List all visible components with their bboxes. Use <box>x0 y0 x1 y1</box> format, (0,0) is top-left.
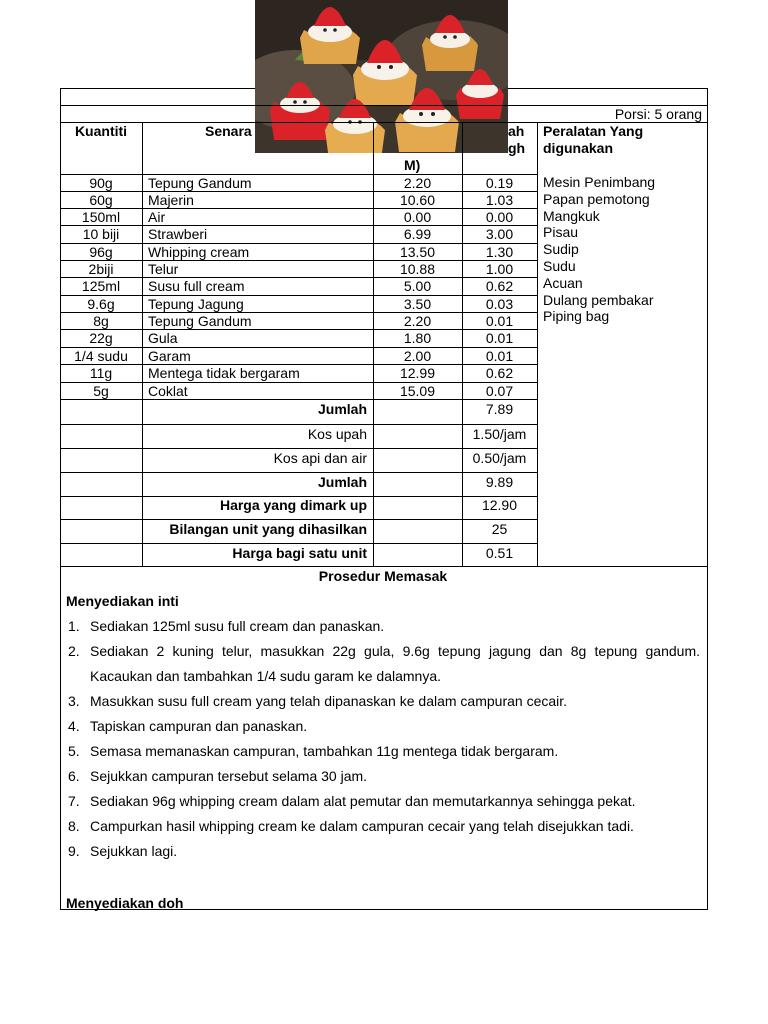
ingredient-qty: 150ml <box>81 209 121 225</box>
step-number: 1. <box>68 618 80 634</box>
step-text: Masukkan susu full cream yang telah dipanaskan ke dalam campuran cecair. <box>90 693 568 709</box>
ingredient-qty: 125ml <box>81 278 121 294</box>
ingredient-qty: 8g <box>93 313 109 329</box>
ingredient-name: Mentega tidak bergaram <box>148 365 300 381</box>
summary-label: Harga bagi satu unit <box>232 545 367 561</box>
equipment-item: Acuan <box>543 274 583 291</box>
summary-label: Kos upah <box>307 426 367 442</box>
ingredient-cost: 0.01 <box>485 313 514 329</box>
ingredient-cost: 0.62 <box>485 365 514 381</box>
equipment-item: Mangkuk <box>543 207 600 224</box>
ingredient-cost: 0.62 <box>485 278 514 294</box>
equipment-item: Papan pemotong <box>543 190 650 207</box>
section-prepare-dough: Menyediakan doh <box>66 895 184 911</box>
ingredient-cost: 3.00 <box>485 226 514 242</box>
summary-label: Kos api dan air <box>273 450 367 466</box>
ingredient-name: Tepung Jagung <box>148 296 244 312</box>
ingredient-name: Tepung Gandum <box>148 313 252 329</box>
ingredient-cost: 0.03 <box>485 296 514 312</box>
ingredient-price: 10.88 <box>399 261 436 277</box>
summary-value: 1.50/jam <box>472 426 527 442</box>
step-text: Sediakan 125ml susu full cream dan panaskan. <box>90 618 385 634</box>
ingredient-price: 1.80 <box>403 330 432 346</box>
equipment-item: Piping bag <box>543 308 610 325</box>
ingredient-qty: 5g <box>93 383 109 399</box>
strawberry-santa-puffs-image <box>255 0 508 153</box>
ingredient-cost: 0.19 <box>485 175 514 191</box>
dessert-photo <box>255 0 508 153</box>
equipment-item: Sudip <box>543 241 579 258</box>
ingredient-cost: 1.03 <box>485 192 514 208</box>
step-text: Sediakan 2 kuning telur, masukkan 22g gula, 9.6g tepung jagung dan 8g tepung gandum. Kacaukan dan tambahkan 1/4 sudu garam ke dalamnya. <box>90 643 700 684</box>
summary-label: Bilangan unit yang dihasilkan <box>169 521 367 537</box>
step-text: Sejukkan campuran tersebut selama 30 jam. <box>90 768 368 784</box>
ingredient-qty: 2biji <box>88 261 114 277</box>
ingredient-qty: 22g <box>89 330 113 346</box>
ingredient-name: Garam <box>148 348 191 364</box>
equipment-item: Mesin Penimbang <box>543 174 656 190</box>
header-equipment: Peralatan Yang digunakan <box>543 123 644 156</box>
procedure-step <box>68 714 700 739</box>
ingredient-cost: 0.00 <box>485 209 514 225</box>
section-prepare-filling: Menyediakan inti <box>66 593 179 609</box>
step-number: 8. <box>68 818 80 834</box>
procedure-step <box>68 764 700 789</box>
header-unit-price-tail: M​) <box>404 157 421 173</box>
procedure-step <box>68 689 700 714</box>
portion-label: Porsi: 5 orang <box>614 106 702 122</box>
procedure-step <box>68 739 700 764</box>
ingredient-cost: 1.30 <box>485 244 514 260</box>
summary-value: 12.90 <box>481 497 518 513</box>
ingredient-price: 5.00 <box>403 278 432 294</box>
ingredient-price: 0.00 <box>403 209 432 225</box>
procedure-step <box>68 789 700 814</box>
ingredient-price: 15.09 <box>399 383 436 399</box>
summary-value: 9.89 <box>485 474 514 490</box>
header-unit-price-2: gh <box>508 140 526 156</box>
step-text: Sediakan 96g whipping cream dalam alat pemutar dan memutarkannya sehingga pekat. <box>90 793 636 809</box>
ingredient-name: Telur <box>148 261 179 277</box>
equipment-item: Dulang pembakar <box>543 291 654 308</box>
summary-value: 25 <box>491 521 508 537</box>
step-text: Tapiskan campuran dan panaskan. <box>90 718 308 734</box>
ingredient-name: Strawberi <box>148 226 208 242</box>
header-ingredient-list: Senara <box>205 123 252 139</box>
ingredient-price: 13.50 <box>399 244 436 260</box>
ingredient-name: Susu full cream <box>148 278 245 294</box>
summary-value: 7.89 <box>485 401 514 417</box>
ingredient-name: Tepung Gandum <box>148 175 252 191</box>
step-number: 2. <box>68 643 80 659</box>
procedure-step <box>68 814 700 839</box>
ingredient-price: 6.99 <box>403 226 432 242</box>
ingredient-price: 2.20 <box>403 175 432 191</box>
procedure-title: Prosedur Memasak <box>318 568 448 584</box>
equipment-item: Pisau <box>543 224 579 241</box>
ingredient-cost: 0.07 <box>485 383 514 399</box>
summary-label: Jumlah <box>317 401 367 417</box>
ingredient-price: 3.50 <box>403 296 432 312</box>
ingredient-qty: 11g <box>89 365 113 381</box>
procedure-step <box>68 614 700 639</box>
ingredient-cost: 0.01 <box>485 348 514 364</box>
step-number: 3. <box>68 693 80 709</box>
ingredient-price: 2.00 <box>403 348 432 364</box>
step-text: Sejukkan lagi. <box>90 843 178 859</box>
step-number: 5. <box>68 743 80 759</box>
procedure-step <box>68 839 700 864</box>
ingredient-qty: 96g <box>89 244 113 260</box>
ingredient-name: Whipping cream <box>148 244 250 260</box>
summary-label: Harga yang dimark up <box>219 497 367 513</box>
ingredient-name: Gula <box>148 330 178 346</box>
step-text: Campurkan hasil whipping cream ke dalam campuran cecair yang telah disejukkan tadi. <box>90 818 634 834</box>
ingredient-name: Air <box>148 209 166 225</box>
ingredient-qty: 10 biji <box>82 226 120 242</box>
ingredient-qty: 1/4 sudu <box>74 348 128 364</box>
equipment-item: Sudu <box>543 258 576 274</box>
ingredient-price: 2.20 <box>403 313 432 329</box>
header-quantity: Kuantiti <box>74 123 128 139</box>
ingredient-name: Majerin <box>148 192 194 208</box>
step-number: 6. <box>68 768 80 784</box>
summary-value: 0.50/jam <box>472 450 527 466</box>
summary-label: Jumlah <box>317 474 367 490</box>
step-number: 4. <box>68 718 80 734</box>
ingredient-cost: 1.00 <box>485 261 514 277</box>
summary-value: 0.51 <box>485 545 514 561</box>
step-number: 7. <box>68 793 80 809</box>
ingredient-qty: 9.6g <box>87 296 115 312</box>
procedure-step <box>68 639 700 689</box>
ingredient-cost: 0.01 <box>485 330 514 346</box>
step-number: 9. <box>68 843 80 859</box>
ingredient-qty: 90g <box>89 175 113 191</box>
ingredient-qty: 60g <box>89 192 113 208</box>
ingredient-price: 12.99 <box>399 365 436 381</box>
ingredient-price: 10.60 <box>399 192 436 208</box>
step-text: Semasa memanaskan campuran, tambahkan 11g mentega tidak bergaram. <box>90 743 559 759</box>
ingredient-name: Coklat <box>148 383 188 399</box>
header-unit-price: ah <box>508 123 525 139</box>
